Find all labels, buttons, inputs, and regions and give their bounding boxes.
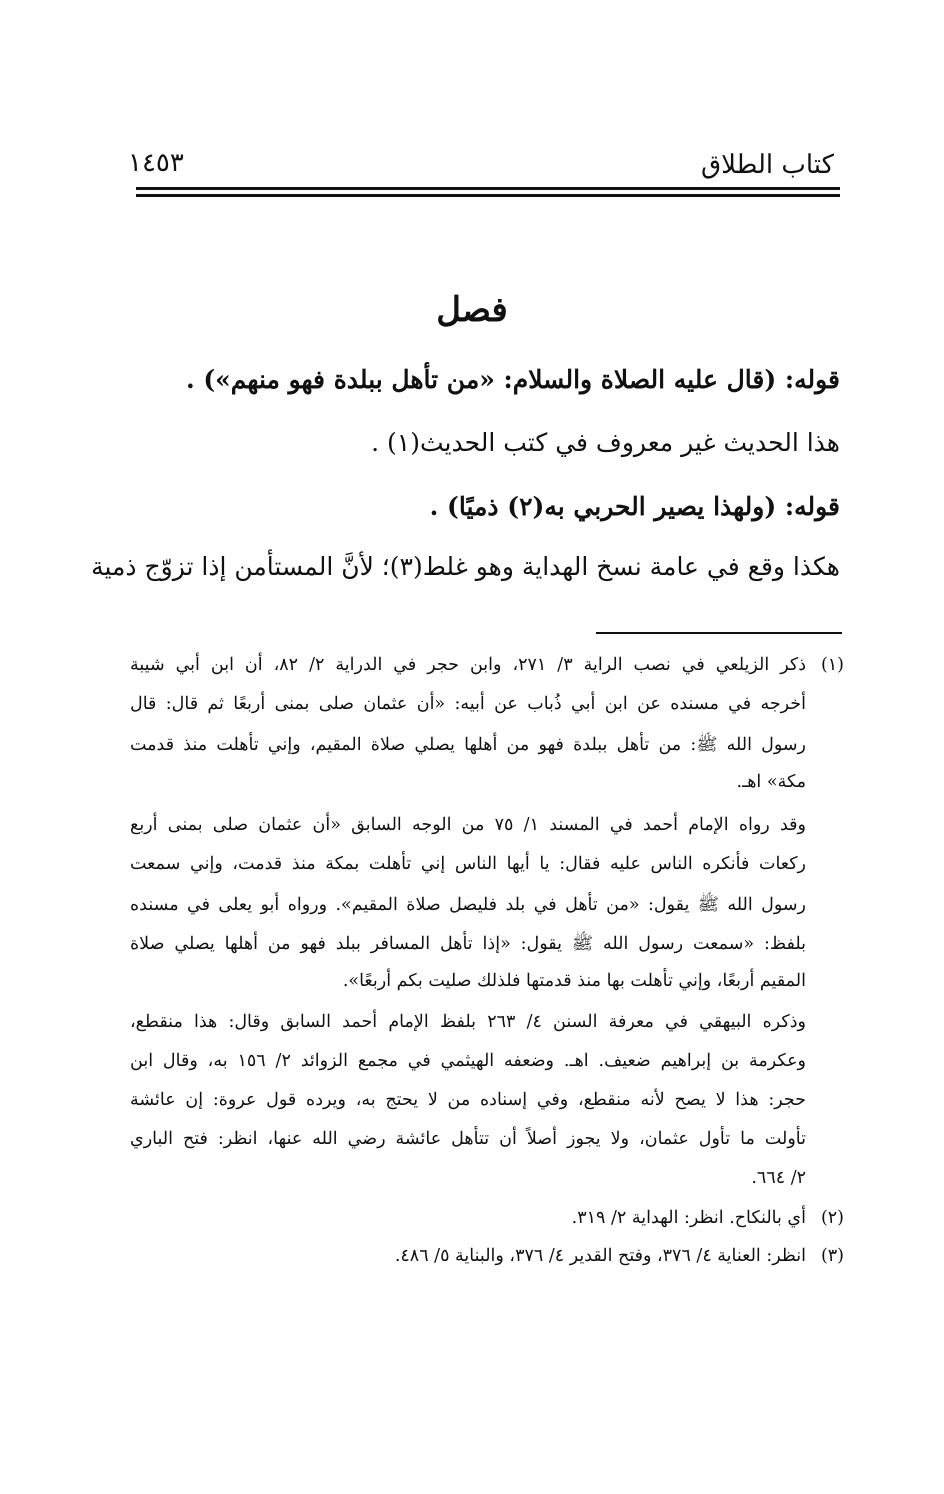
footnote-1-line: المقيم أربعًا، وإني تأهلت بها منذ قدمتها فلذلك صليت بكم أربعًا». [342,971,806,991]
section-title: فصل [436,290,508,330]
header-rule-bottom [136,194,840,197]
body-line-2: هذا الحديث غير معروف في كتب الحديث(١) . [371,428,840,457]
footnote-2-text: أي بالنكاح. انظر: الهداية ٢/ ٣١٩. [571,1208,806,1228]
footnote-1-line: ذكر الزيلعي في نصب الراية ٣/ ٢٧١، وابن حجر في الدراية ٢/ ٨٢، أن ابن أبي شيبة [130,655,807,675]
footnote-1-line: بلفظ: «سمعت رسول الله ﷺ يقول: «إذا تأهل المسافر ببلد فهو من أهلها يصلي صلاة [130,934,806,954]
footnote-1-line: ٢/ ٦٦٤. [751,1168,806,1188]
footnote-3-number: (٣) [820,1246,844,1266]
footnote-1-number: (١) [820,655,844,675]
body-line-1: قوله: (قال عليه الصلاة والسلام: «من تأهل ببلدة فهو منهم») . [185,365,840,394]
footnote-1-line: مكة» اهـ. [736,772,806,792]
footnote-1-line: ركعات فأنكره الناس عليه فقال: يا أيها الناس إني تأهلت بمكة منذ قدمت، وإني سمعت [130,854,806,874]
body-line-4: هكذا وقع في عامة نسخ الهداية وهو غلط(٣)؛ لأنَّ المستأمن إذا تزوّج ذمية [91,552,840,581]
footnote-1-line: أخرجه في مسنده عن ابن أبي ذُباب عن أبيه: «أن عثمان صلى بمنى أربعًا ثم قال: قال [130,694,806,714]
footnote-1-line: رسول الله ﷺ: من تأهل ببلدة فهو من أهلها يصلي صلاة المقيم، وإني تأهلت منذ قدمت [130,735,806,755]
footnote-1-line: وذكره البيهقي في معرفة السنن ٤/ ٢٦٣ بلفظ الإمام أحمد السابق وقال: هذا منقطع، [130,1012,806,1032]
body-line-3: قوله: (ولهذا يصير الحربي به(٢) ذميًا) . [429,492,840,521]
footnote-1-line: وعكرمة بن إبراهيم ضعيف. اهـ. وضعفه الهيثمي في مجمع الزوائد ٢/ ١٥٦ به، وقال ابن [130,1051,806,1071]
footnote-1-line: رسول الله ﷺ يقول: «من تأهل في بلد فليصل صلاة المقيم». ورواه أبو يعلى في مسنده [130,895,806,915]
footnote-separator [596,632,842,634]
footnote-1-line: حجر: هذا لا يصح لأنه منقطع، وفي إسناده من لا يحتج به، ويرده قول عروة: إن عائشة [130,1090,806,1110]
page-number: ١٤٥٣ [128,148,184,178]
running-header-title: كتاب الطلاق [700,150,834,180]
footnote-1-line: تأولت ما تأول عثمان، ولا يجوز أصلاً أن تتأهل عائشة رضي الله عنها، انظر: فتح الباري [130,1129,806,1149]
footnote-3-text: انظر: العناية ٤/ ٣٧٦، وفتح القدير ٤/ ٣٧٦، والبناية ٥/ ٤٨٦. [394,1246,806,1266]
footnote-2-number: (٢) [820,1208,844,1228]
header-rule-top [136,187,840,190]
footnote-1-line: وقد رواه الإمام أحمد في المسند ١/ ٧٥ من الوجه السابق «أن عثمان صلى بمنى أربع [130,815,806,835]
